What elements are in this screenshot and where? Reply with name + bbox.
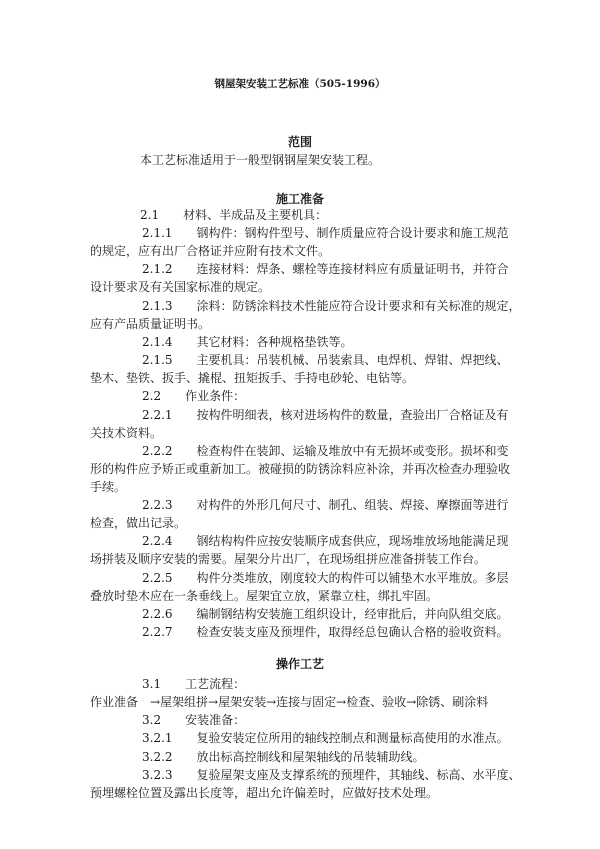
paragraph-line: 本工艺标准适用于一般型钢钢屋架安装工程。 [140,153,381,167]
paragraph-line: 检查，做出记录。 [90,516,187,530]
paragraph-line: 垫木、垫铁、扳手、撬棍、扭矩扳手、手持电砂轮、电钻等。 [90,371,415,385]
paragraph-line: 2.1.3 涂料：防锈涂料技术性能应符合设计要求和有关标准的规定， [142,299,521,313]
paragraph-line: 3.1 工艺流程： [142,677,246,691]
paragraph-line: 2.1.4 其它材料：各种规格垫铁等。 [142,335,353,349]
paragraph-line: 关技术资料。 [90,426,163,440]
section-heading-scope: 范围 [287,135,312,149]
paragraph-line: 预埋螺栓位置及露出长度等，超出允许偏差时，应做好技术处理。 [90,786,439,800]
paragraph-line: 2.2.2 检查构件在装卸、运输及堆放中有无损坏或变形。损坏和变 [142,444,509,458]
paragraph-line: 2.2.7 检查安装支座及预埋件，取得经总包确认合格的验收资料。 [142,625,509,639]
paragraph-line: 3.2 安装准备： [142,713,246,727]
paragraph-line: 3.2.1 复验安装定位所用的轴线控制点和测量标高使用的水准点。 [142,731,509,745]
paragraph-line: 2.2 作业条件： [142,389,246,403]
paragraph-line: 场拼装及顺序安装的需要。屋架分片出厂，在现场组拼应准备拼装工作台。 [90,552,487,566]
paragraph-line: 2.2.5 构件分类堆放，刚度较大的构件可以铺垫木水平堆放。多层 [142,571,509,585]
paragraph-line: 叠放时垫木应在一条垂线上。屋架宜立放，紧靠立柱，绑扎牢固。 [90,589,439,603]
paragraph-line: 3.2.2 放出标高控制线和屋架轴线的吊装辅助线。 [142,750,425,764]
paragraph-line: 2.2.4 钢结构构件应按安装顺序成套供应，现场堆放场地能满足现 [142,534,509,548]
paragraph-line: 2.1.5 主要机具：吊装机械、吊装索具、电焊机、焊钳、焊把线、 [142,353,509,367]
paragraph-line: 应有产品质量证明书。 [90,317,211,331]
process-flow-line: 作业准备 →屋架组拼→屋架安装→连接与固定→检查、验收→除锈、刷涂料 [90,695,489,709]
paragraph-line: 设计要求及有关国家标准的规定。 [90,280,271,294]
paragraph-line: 2.2.3 对构件的外形几何尺寸、制孔、组装、焊接、摩擦面等进行 [142,498,509,512]
document-title: 钢屋架安装工艺标准（505-1996） [214,78,386,90]
paragraph-line: 2.2.1 按构件明细表，核对进场构件的数量，查验出厂合格证及有 [142,408,509,422]
paragraph-line: 2.1.1 钢构件：钢构件型号、制作质量应符合设计要求和施工规范 [142,226,509,240]
paragraph-line: 2.1.2 连接材料：焊条、螺栓等连接材料应有质量证明书，并符合 [142,262,509,276]
paragraph-line: 的规定，应有出厂合格证并应附有技术文件。 [90,244,331,258]
section-heading-preparation: 施工准备 [275,192,324,206]
section-heading-operations: 操作工艺 [275,657,324,671]
paragraph-line: 3.2.3 复验屋架支座及支撑系统的预埋件，其轴线、标高、水平度、 [142,768,521,782]
paragraph-line: 2.1 材料、半成品及主要机具： [140,208,328,222]
paragraph-line: 形的构件应予矫正或重新加工。被碰损的防锈涂料应补涂，并再次检查办理验收 [90,462,511,476]
paragraph-line: 2.2.6 编制钢结构安装施工组织设计，经审批后，并向队组交底。 [142,607,509,621]
paragraph-line: 手续。 [90,480,127,494]
